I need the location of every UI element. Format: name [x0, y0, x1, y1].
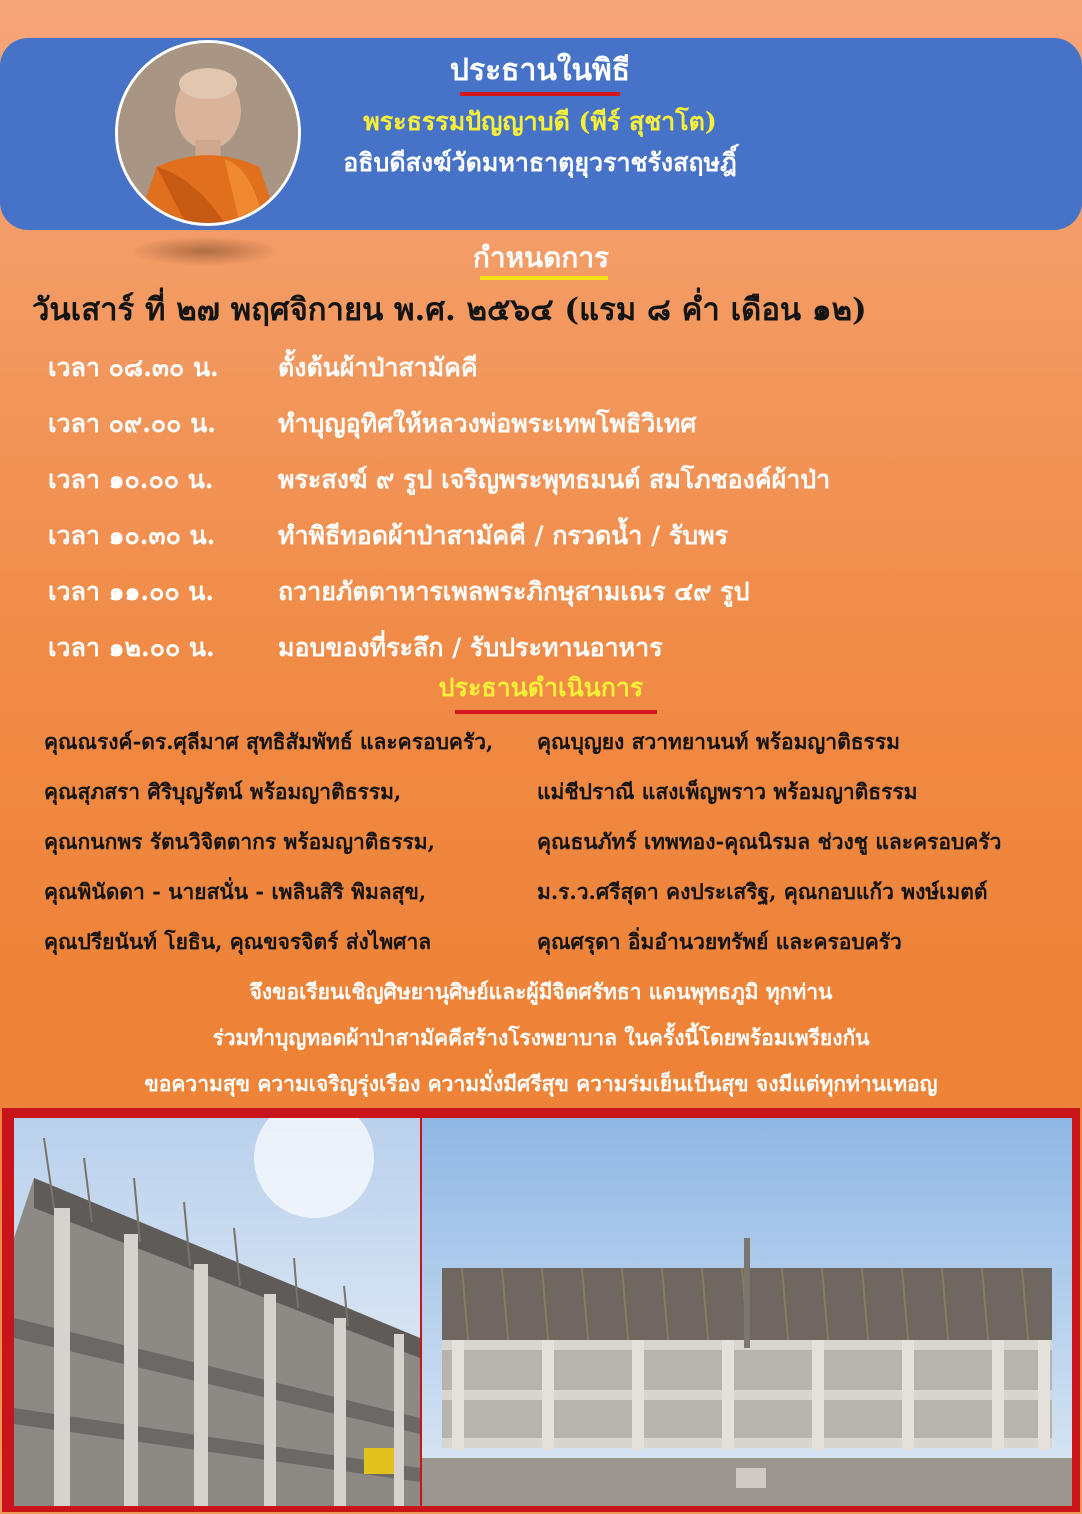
schedule-time: เวลา ๐๘.๓๐ น. [48, 353, 219, 382]
schedule-heading: กำหนดการ [472, 241, 610, 274]
invitation-line: จึงขอเรียนเชิญศิษยานุศิษย์และผู้มีจิตศรัทธา แดนพุทธภูมิ ทุกท่าน [249, 979, 833, 1004]
construction-photo-left-icon [14, 1118, 420, 1506]
organizer-entry: ม.ร.ว.ศรีสุดา คงประเสริฐ, คุณกอบแก้ว พงษ์เมตต์ [537, 879, 988, 904]
organizer-entry: คุณพินัดดา - นายสนั่น - เพลินสิริ พิมลสุข, [44, 879, 427, 904]
schedule-activity: พระสงฆ์ ๙ รูป เจริญพระพุทธมนต์ สมโภชองค์ผ้าป่า [278, 465, 831, 494]
schedule-activity: ทำบุญอุทิศให้หลวงพ่อพระเทพโพธิวิเทศ [278, 409, 697, 438]
chairman-text [330, 48, 750, 184]
schedule-item [48, 458, 1048, 514]
schedule-underline [480, 276, 608, 280]
schedule-time: เวลา ๑๑.๐๐ น. [48, 577, 215, 606]
organizers-right-column [537, 722, 1067, 972]
schedule-item [48, 346, 1048, 402]
organizer-entry: คุณธนภัทร์ เทพทอง-คุณนิรมล ช่วงชู และครอบครัว [537, 829, 1002, 854]
organizers-underline [455, 710, 657, 714]
organizer-entry: คุณศรุดา อิ่มอำนวยทรัพย์ และครอบครัว [537, 929, 902, 954]
invitation-text [0, 972, 1082, 1110]
organizer-entry: คุณสุภสรา ศิริบุญรัตน์ พร้อมญาติธรรม, [44, 779, 402, 804]
schedule-item [48, 402, 1048, 458]
organizer-entry: แม่ชีปราณี แสงเพ็ญพราว พร้อมญาติธรรม [537, 779, 918, 804]
organizers-heading: ประธานดำเนินการ [438, 673, 644, 702]
schedule-list [48, 346, 1048, 682]
schedule-activity: ตั้งต้นผ้าป่าสามัคคี [278, 353, 478, 382]
building-right-graphic [422, 1118, 1072, 1506]
schedule-activity: ทำพิธีทอดผ้าป่าสามัคคี / กรวดน้ำ / รับพร [278, 521, 729, 550]
invitation-line: ขอความสุข ความเจริญรุ่งเรือง ความมั่งมีศรีสุข ความร่มเย็นเป็นสุข จงมีแต่ทุกท่านเทอญ [144, 1071, 938, 1096]
schedule-time: เวลา ๑๐.๓๐ น. [48, 521, 216, 550]
schedule-time: เวลา ๐๙.๐๐ น. [48, 409, 216, 438]
portrait-graphic [118, 43, 298, 223]
invitation-line: ร่วมทำบุญทอดผ้าป่าสามัคคีสร้างโรงพยาบาล ในครั้งนี้โดยพร้อมเพรียงกัน [212, 1025, 870, 1050]
photo-frame [2, 1108, 1080, 1512]
chairman-name: พระธรรมปัญญาบดี (พีร์ สุชาโต) [363, 107, 717, 136]
schedule-time: เวลา ๑๒.๐๐ น. [48, 633, 215, 662]
schedule-time: เวลา ๑๐.๐๐ น. [48, 465, 214, 494]
organizer-entry: คุณบุญยง สวาทยานนท์ พร้อมญาติธรรม [537, 729, 900, 754]
schedule-activity: มอบของที่ระลึก / รับประทานอาหาร [278, 633, 663, 662]
schedule-item [48, 570, 1048, 626]
monk-portrait-icon [115, 40, 301, 226]
organizers-left-column [44, 722, 534, 972]
organizer-entry: คุณณรงค์-ดร.ศุลีมาศ สุทธิสัมพัทธ์ และครอบครัว, [44, 729, 494, 754]
schedule-activity: ถวายภัตตาหารเพลพระภิกษุสามเณร ๔๙ รูป [278, 577, 750, 606]
schedule-item [48, 514, 1048, 570]
construction-photo-right-icon [422, 1118, 1072, 1506]
chairman-heading: ประธานในพิธี [449, 53, 631, 88]
event-date: วันเสาร์ ที่ ๒๗ พฤศจิกายน พ.ศ. ๒๕๖๔ (แรม ๘ ค่ำ เดือน ๑๒) [32, 292, 867, 328]
organizer-entry: คุณปรียนันท์ โยธิน, คุณขจรจิตร์ ส่งไพศาล [44, 929, 432, 954]
building-left-graphic [14, 1118, 420, 1506]
organizer-entry: คุณกนกพร รัตนวิจิตตากร พร้อมญาติธรรม, [44, 829, 435, 854]
chairman-role: อธิบดีสงฆ์วัดมหาธาตุยุวราชรังสฤษฎิ์ [343, 148, 737, 177]
